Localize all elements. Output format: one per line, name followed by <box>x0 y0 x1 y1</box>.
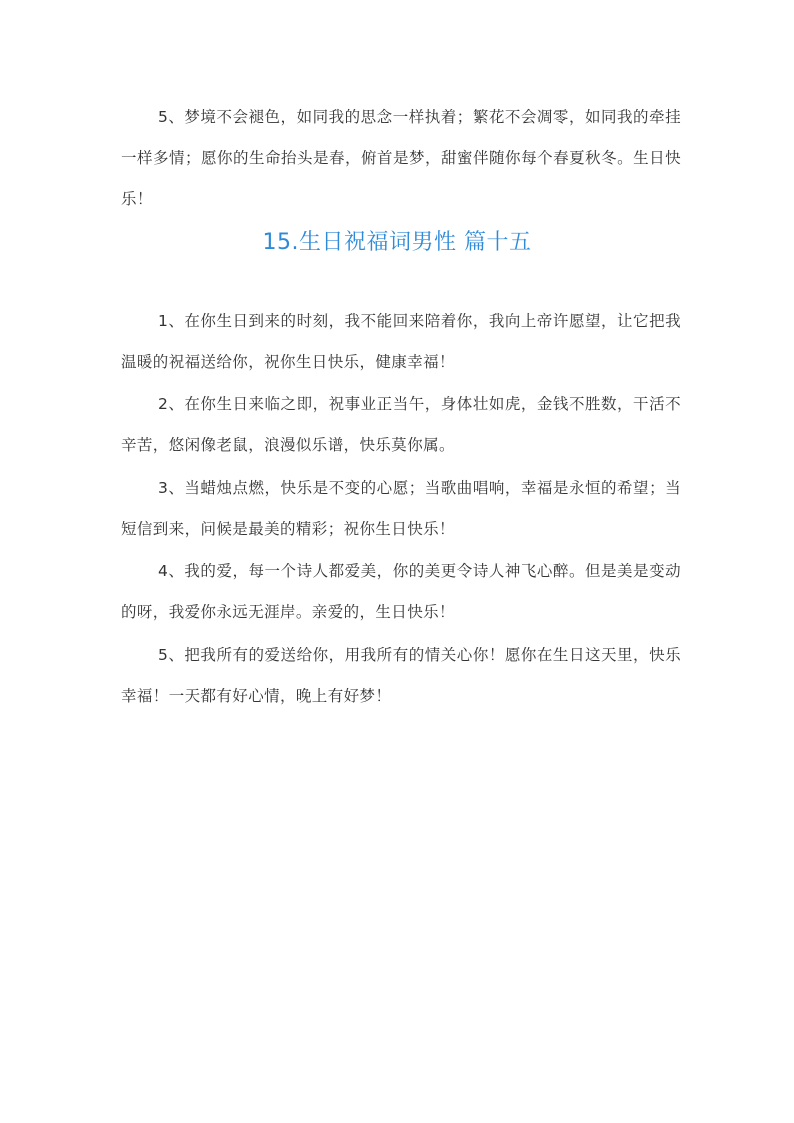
paragraph-wish-2: 2、在你生日来临之即，祝事业正当午，身体壮如虎，金钱不胜数，干活不辛苦，悠闲像老鼠，浪漫似乐谱，快乐莫你属。 <box>121 395 681 454</box>
section-heading: 15.生日祝福词男性 篇十五 <box>262 230 532 255</box>
paragraph-wish-4: 4、我的爱，每一个诗人都爱美，你的美更令诗人神飞心醉。但是美是变动的呀，我爱你永远无涯岸。亲爱的，生日快乐！ <box>121 562 681 621</box>
paragraph-wish-1: 1、在你生日到来的时刻，我不能回来陪着你，我向上帝许愿望，让它把我温暖的祝福送给你，祝你生日快乐，健康幸福！ <box>121 312 681 371</box>
paragraph-wish-5-previous: 5、梦境不会褪色，如同我的思念一样执着；繁花不会凋零，如同我的牵挂一样多情；愿你的生命抬头是春，俯首是梦，甜蜜伴随你每个春夏秋冬。生日快乐！ <box>121 108 681 208</box>
paragraph-wish-5: 5、把我所有的爱送给你，用我所有的情关心你！愿你在生日这天里，快乐幸福！一天都有好心情，晚上有好梦！ <box>121 646 681 705</box>
paragraph-wish-3: 3、当蜡烛点燃，快乐是不变的心愿；当歌曲唱响，幸福是永恒的希望；当短信到来，问候是最美的精彩；祝你生日快乐！ <box>121 479 681 538</box>
